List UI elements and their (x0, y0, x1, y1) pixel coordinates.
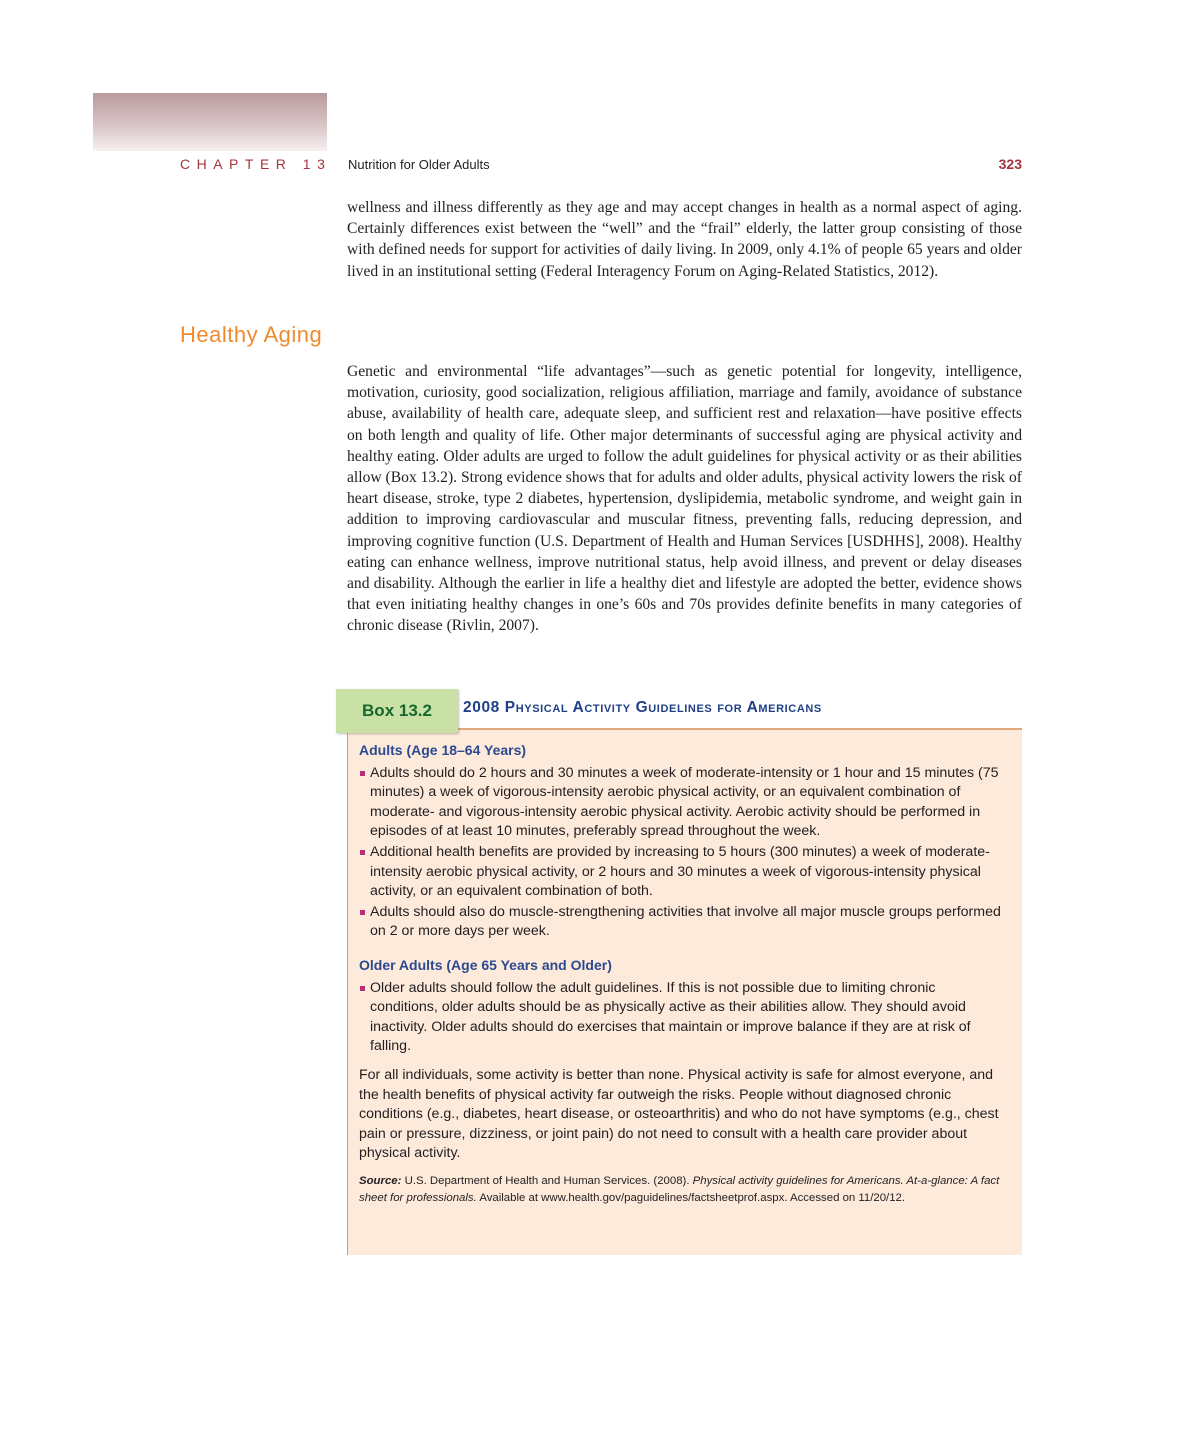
older-adults-heading: Older Adults (Age 65 Years and Older) (359, 956, 612, 973)
list-item: Adults should also do muscle-strengthening activities that involve all major muscle groups performed on 2 or more days per week. (359, 903, 1007, 942)
adults-bullet-list (359, 764, 1007, 942)
chapter-label: CHAPTER 13 (180, 156, 332, 172)
older-adults-bullet-list (359, 979, 1007, 1057)
header-decoration-tab (93, 93, 327, 151)
source-availability: Available at www.health.gov/paguidelines/factsheetprof.aspx. Accessed on 11/20/12. (476, 1192, 906, 1205)
source-title: Physical activity guidelines for Americans. At-a-glance: A fact sheet for professionals. (359, 1174, 1000, 1205)
list-item: Adults should do 2 hours and 30 minutes a week of moderate-intensity or 1 hour and 15 minutes (75 minutes) a week of vigorous-intensity aerobic physical activity, or an equivalent combination of moderate- and vigorous-intensity aerobic physical activity. Aerobic activity should be performed in episodes of at least 10 minutes, preferably spread throughout the week. (359, 764, 1007, 842)
intro-paragraph: wellness and illness differently as they age and may accept changes in health as a normal aspect of aging. Certainly differences exist between the “well” and the “frail” elderly, the latter group consisting of those with defined needs for support for activities of daily living. In 2009, only 4.1% of people 65 years and older lived in an institutional setting (Federal Interagency Forum on Aging-Related Statistics, 2012). (347, 199, 1022, 280)
guidelines-box (336, 689, 1022, 1255)
source-label: Source: (359, 1174, 402, 1187)
box-body (347, 730, 1022, 1255)
list-item: Additional health benefits are provided by increasing to 5 hours (300 minutes) a week of moderate-intensity aerobic physical activity, or 2 hours and 30 minutes a week of vigorous-intensity physical activity, or an equivalent combination of both. (359, 843, 1007, 902)
closing-paragraph: For all individuals, some activity is better than none. Physical activity is safe for almost everyone, and the health benefits of physical activity far outweigh the risks. People without diagnosed chronic conditions (e.g., diabetes, heart disease, or osteoarthritis) and who do not have symptoms (e.g., chest pain or pressure, dizziness, or joint pain) do not need to consult with a health care provider about physical activity. (359, 1066, 999, 1162)
running-header (180, 156, 1022, 178)
page-number: 323 (998, 156, 1022, 172)
box-title: 2008 Physical Activity Guidelines for Americans (463, 699, 822, 716)
box-label: Box 13.2 (336, 689, 458, 733)
chapter-title: Nutrition for Older Adults (348, 157, 490, 172)
source-text: U.S. Department of Health and Human Services. (2008). (401, 1174, 693, 1187)
section-heading: Healthy Aging (180, 322, 323, 347)
adults-heading: Adults (Age 18–64 Years) (359, 742, 527, 758)
list-item: Older adults should follow the adult guidelines. If this is not possible due to limiting chronic conditions, older adults should be as physically active as their abilities allow. They should avoid inactivity. Older adults should do exercises that maintain or improve balance if they are at risk of falling. (359, 979, 1007, 1057)
healthy-aging-paragraph: Genetic and environmental “life advantages”—such as genetic potential for longevity, intelligence, motivation, curiosity, good socialization, religious affiliation, marriage and family, avoidance of substance abuse, availability of health care, adequate sleep, and sufficient rest and relaxation—have positive effects on both length and quality of life. Other major determinants of successful aging are physical activity and healthy eating. Older adults are urged to follow the adult guidelines for physical activity or as their abilities allow (Box 13.2). Strong evidence shows that for adults and older adults, physical activity lowers the risk of heart disease, stroke, type 2 diabetes, hypertension, dyslipidemia, metabolic syndrome, and weight gain in addition to improving cardiovascular and muscular fitness, preventing falls, reducing depression, and improving cognitive function (U.S. Department of Health and Human Services [USDHHS], 2008). Healthy eating can enhance wellness, improve nutritional status, help avoid illness, and prevent or delay diseases and disability. Although the earlier in life a healthy diet and lifestyle are adopted the better, evidence shows that even initiating healthy changes in one’s 60s and 70s provides definite benefits in many categories of chronic disease (Rivlin, 2007). (347, 363, 1022, 635)
source-citation (359, 1173, 1007, 1208)
